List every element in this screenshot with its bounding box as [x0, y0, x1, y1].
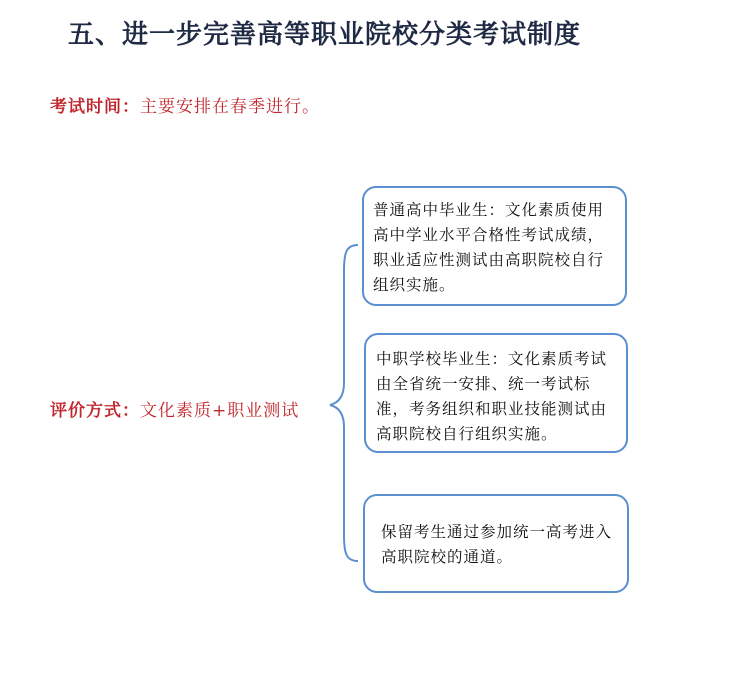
info-box-gaokao-channel — [363, 494, 629, 593]
page-title: 五、进一步完善高等职业院校分类考试制度 — [68, 20, 582, 50]
evaluation-method-value: 文化素质+职业测试 — [140, 401, 300, 421]
exam-time-label: 考试时间： — [50, 97, 140, 117]
info-box-text: 中职学校毕业生：文化素质考试由全省统一安排、统一考试标准，考务组织和职业技能测试由高职院校自行组织实施。 — [376, 350, 608, 443]
info-box-vocational-school — [364, 333, 628, 453]
info-box-text: 普通高中毕业生：文化素质使用高中学业水平合格性考试成绩，职业适应性测试由高职院校自行组织实施。 — [373, 201, 605, 294]
evaluation-method-label: 评价方式： — [50, 401, 140, 421]
info-box-regular-high-school — [362, 186, 627, 306]
info-box-text: 保留考生通过参加统一高考进入高职院校的通道。 — [381, 523, 613, 566]
exam-time-row — [50, 92, 320, 117]
curly-brace-connector — [328, 243, 362, 563]
exam-time-value: 主要安排在春季进行。 — [140, 97, 320, 117]
evaluation-method-row — [50, 396, 299, 421]
